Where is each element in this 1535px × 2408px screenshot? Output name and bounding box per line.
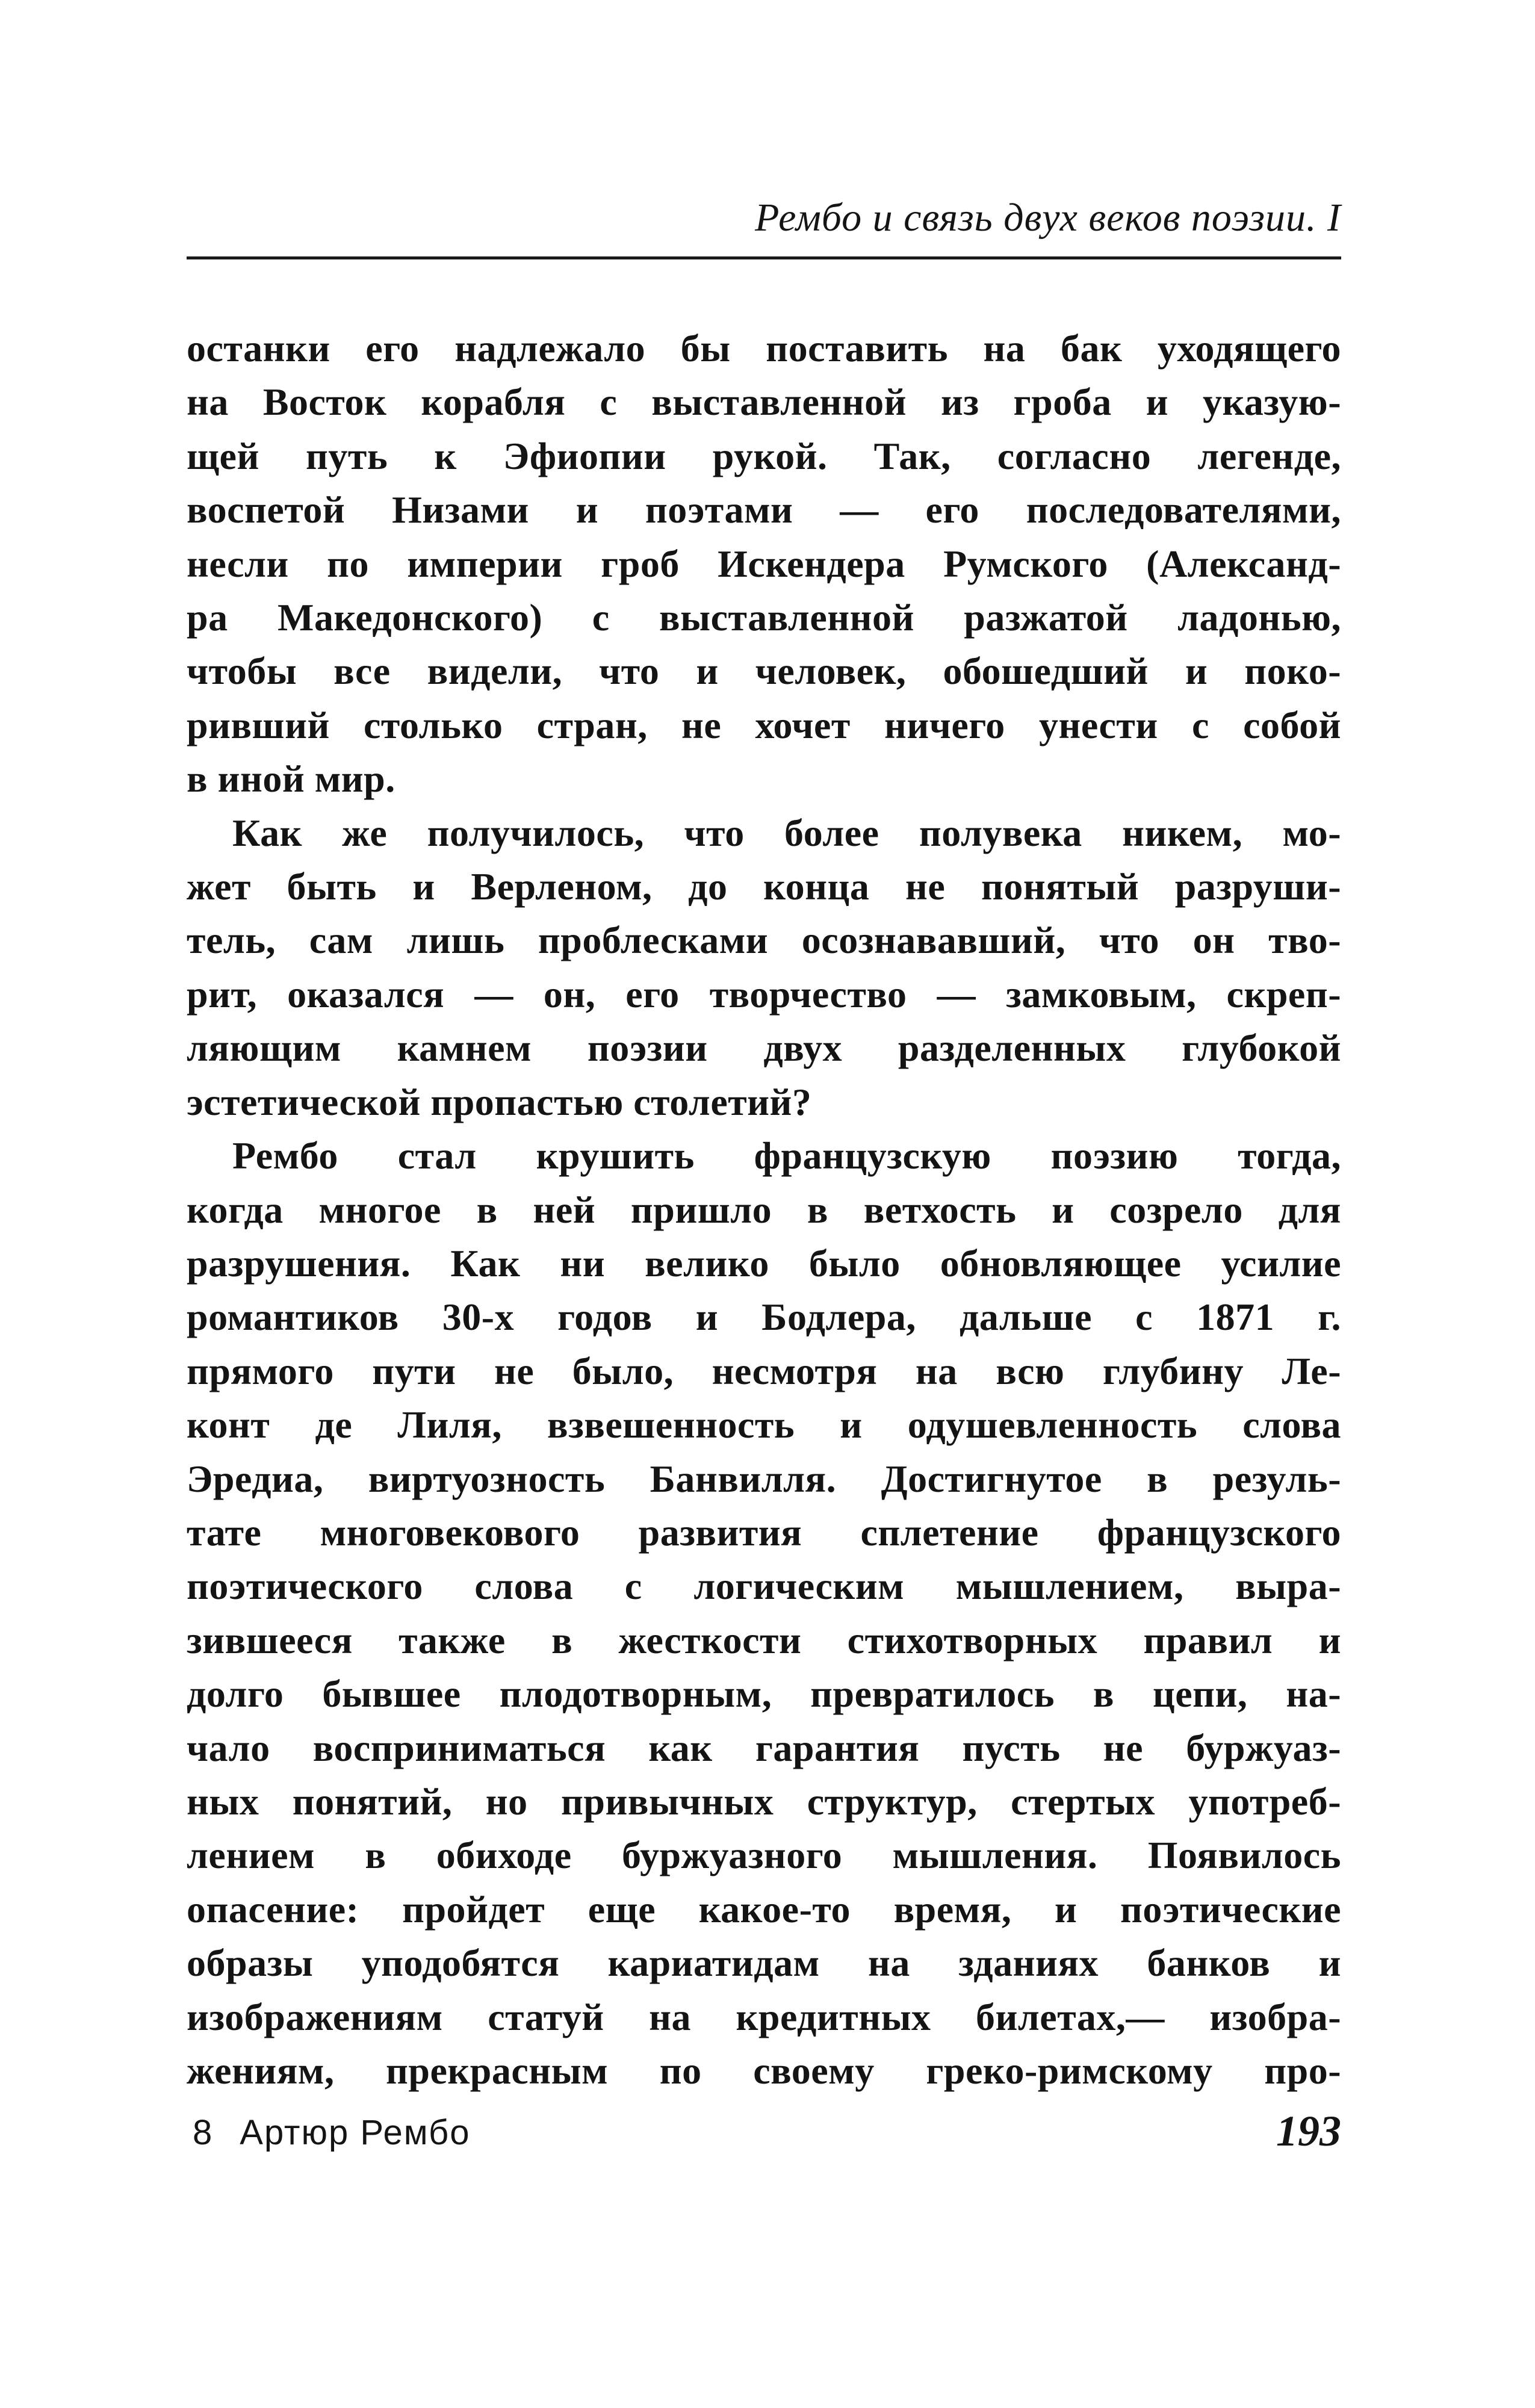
text-line: тате многовекового развития сплетение французского bbox=[187, 1510, 1341, 1554]
text-line: изображениям статуй на кредитных билетах,— изобра- bbox=[187, 1995, 1341, 2038]
text-line: образы уподобятся кариатидам на зданиях банков и bbox=[187, 1941, 1341, 1985]
text-line: прямого пути не было, несмотря на всю глубину Ле- bbox=[187, 1349, 1341, 1392]
text-line: ляющим камнем поэзии двух разделенных глубокой bbox=[187, 1026, 1341, 1070]
text-line: останки его надлежало бы поставить на бак уходящего bbox=[187, 327, 1341, 370]
paragraph-1 bbox=[187, 321, 1341, 806]
running-head: Рембо и связь двух веков поэзии. I bbox=[755, 196, 1341, 240]
text-line: Как же получилось, что более полувека никем, мо- bbox=[232, 811, 1341, 854]
text-line: лением в обиходе буржуазного мышления. Появилось bbox=[187, 1834, 1341, 1877]
text-line: рит, оказался — он, его творчество — замковым, скреп- bbox=[187, 972, 1341, 1016]
text-line: Эредиа, виртуозность Банвилля. Достигнутое в резуль- bbox=[187, 1457, 1341, 1500]
paragraph-2 bbox=[187, 806, 1341, 1129]
text-line: опасение: пройдет еще какое-то время, и поэтические bbox=[187, 1887, 1341, 1931]
paragraph-3 bbox=[187, 1129, 1341, 2097]
text-line: воспетой Низами и поэтами — его последователями, bbox=[187, 488, 1341, 532]
text-line: ра Македонского) с выставленной разжатой ладонью, bbox=[187, 596, 1341, 639]
text-line: поэтического слова с логическим мышлением, выра- bbox=[187, 1565, 1341, 1608]
text-line: эстетической пропастью столетий? bbox=[187, 1080, 812, 1123]
text-line: ных понятий, но привычных структур, стертых употреб- bbox=[187, 1780, 1341, 1823]
text-line: разрушения. Как ни велико было обновляющее усилие bbox=[187, 1241, 1341, 1285]
signature-text: Артюр Рембо bbox=[240, 2113, 471, 2152]
text-line: ривший столько стран, не хочет ничего унести с собой bbox=[187, 703, 1341, 746]
text-line: Рембо стал крушить французскую поэзию тогда, bbox=[232, 1134, 1341, 1178]
text-line: на Восток корабля с выставленной из гроба и указую- bbox=[187, 380, 1341, 424]
text-line: чало восприниматься как гарантия пусть не буржуаз- bbox=[187, 1726, 1341, 1769]
header-rule bbox=[187, 256, 1341, 259]
page-number: 193 bbox=[1276, 2107, 1341, 2155]
text-line: конт де Лиля, взвешенность и одушевленность слова bbox=[187, 1403, 1341, 1447]
text-line: чтобы все видели, что и человек, обошедший и поко- bbox=[187, 650, 1341, 693]
text-line: жет быть и Верленом, до конца не понятый разруши- bbox=[187, 865, 1341, 908]
text-line: жениям, прекрасным по своему греко-римскому про- bbox=[187, 2049, 1341, 2092]
text-line: романтиков 30-х годов и Бодлера, дальше с 1871 г. bbox=[187, 1296, 1341, 1339]
signature-number: 8 bbox=[193, 2113, 214, 2152]
text-line: когда многое в ней пришло в ветхость и созрело для bbox=[187, 1188, 1341, 1231]
text-line: зившееся также в жесткости стихотворных правил и bbox=[187, 1618, 1341, 1662]
body-text bbox=[187, 321, 1341, 2097]
text-line: в иной мир. bbox=[187, 757, 395, 801]
text-line: несли по империи гроб Искендера Румского (Александ- bbox=[187, 542, 1341, 585]
text-line: щей путь к Эфиопии рукой. Так, согласно легенде, bbox=[187, 434, 1341, 477]
text-line: тель, сам лишь проблесками осознававший, что он тво- bbox=[187, 919, 1341, 962]
text-line: долго бывшее плодотворным, превратилось в цепи, на- bbox=[187, 1672, 1341, 1716]
signature-mark bbox=[193, 2112, 470, 2154]
